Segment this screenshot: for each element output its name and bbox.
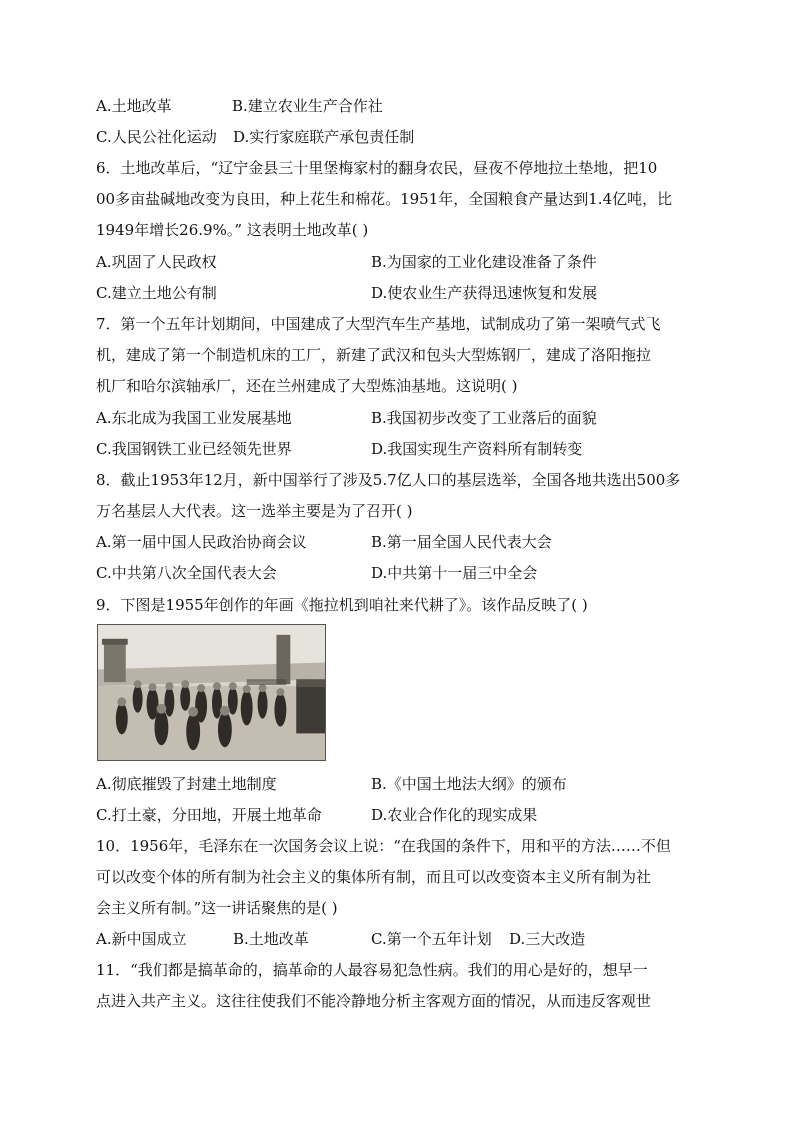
q11-stem-line-1: 11．“我们都是搞革命的，搞革命的人最容易犯急性病。我们的用心是好的，想早一: [96, 961, 648, 979]
q5-option-a: A.土地改革: [96, 97, 172, 115]
q6-option-c: C.建立土地公有制: [96, 284, 217, 302]
q8-stem-line-1: 8．截止1953年12月，新中国举行了涉及5.7亿人口的基层选举，全国各地共选出500多: [96, 471, 681, 489]
q10-stem-line-1: 10．1956年，毛泽东在一次国务会议上说：“在我国的条件下，用和平的方法……不但: [96, 837, 671, 855]
q7-option-b: B.我国初步改变了工业落后的面貌: [371, 409, 597, 427]
q10-option-a: A.新中国成立: [96, 930, 187, 948]
q8-option-b: B.第一届全国人民代表大会: [371, 533, 552, 551]
q10-option-c: C.第一个五年计划: [371, 930, 492, 948]
q7-stem-line-1: 7．第一个五年计划期间，中国建成了大型汽车生产基地，试制成功了第一架喷气式飞: [96, 315, 661, 333]
q8-option-d: D.中共第十一届三中全会: [371, 564, 538, 582]
q5-option-d: D.实行家庭联产承包责任制: [233, 128, 415, 146]
q5-option-c: C.人民公社化运动: [96, 128, 217, 146]
q7-option-d: D.我国实现生产资料所有制转变: [371, 440, 583, 458]
q8-stem-line-2: 万名基层人大代表。这一选举主要是为了召开( ): [96, 502, 413, 520]
q9-option-c: C.打土豪，分田地，开展土地革命: [96, 806, 322, 824]
q6-stem-line-1: 6．土地改革后，“辽宁金县三十里堡梅家村的翻身农民，昼夜不停地拉土垫地，把10: [96, 159, 658, 177]
q10-option-d: D.三大改造: [509, 930, 586, 948]
q10-option-b: B.土地改革: [233, 930, 309, 948]
q9-option-a: A.彻底摧毁了封建土地制度: [96, 775, 277, 793]
q8-option-c: C.中共第八次全国代表大会: [96, 564, 277, 582]
q8-option-a: A.第一届中国人民政治协商会议: [96, 533, 307, 551]
q6-option-a: A.巩固了人民政权: [96, 253, 217, 271]
q9-stem-line-1: 9．下图是1955年创作的年画《拖拉机到咱社来代耕了》。该作品反映了( ): [96, 596, 588, 614]
q11-stem-line-2: 点进入共产主义。这往往使我们不能冷静地分析主客观方面的情况，从而违反客观世: [96, 992, 652, 1010]
new-year-painting-image: [97, 624, 326, 761]
q7-option-c: C.我国钢铁工业已经领先世界: [96, 440, 292, 458]
q7-stem-line-3: 机厂和哈尔滨轴承厂，还在兰州建成了大型炼油基地。这说明( ): [96, 377, 518, 395]
q6-option-d: D.使农业生产获得迅速恢复和发展: [371, 284, 598, 302]
q9-option-d: D.农业合作化的现实成果: [371, 806, 538, 824]
q7-option-a: A.东北成为我国工业发展基地: [96, 409, 292, 427]
q10-stem-line-2: 可以改变个体的所有制为社会主义的集体所有制，而且可以改变资本主义所有制为社: [96, 868, 652, 886]
q10-stem-line-3: 会主义所有制。”这一讲话聚焦的是( ): [96, 899, 338, 917]
q9-option-b: B.《中国土地法大纲》的颁布: [371, 775, 567, 793]
q7-stem-line-2: 机，建成了第一个制造机床的工厂，新建了武汉和包头大型炼钢厂，建成了洛阳拖拉: [96, 346, 652, 364]
q6-stem-line-3: 1949年增长26.9%。” 这表明土地改革( ): [96, 221, 369, 239]
q6-option-b: B.为国家的工业化建设准备了条件: [371, 253, 597, 271]
q6-stem-line-2: 00多亩盐碱地改变为良田，种上花生和棉花。1951年，全国粮食产量达到1.4亿吨，比: [96, 190, 673, 208]
q5-option-b: B.建立农业生产合作社: [232, 97, 383, 115]
